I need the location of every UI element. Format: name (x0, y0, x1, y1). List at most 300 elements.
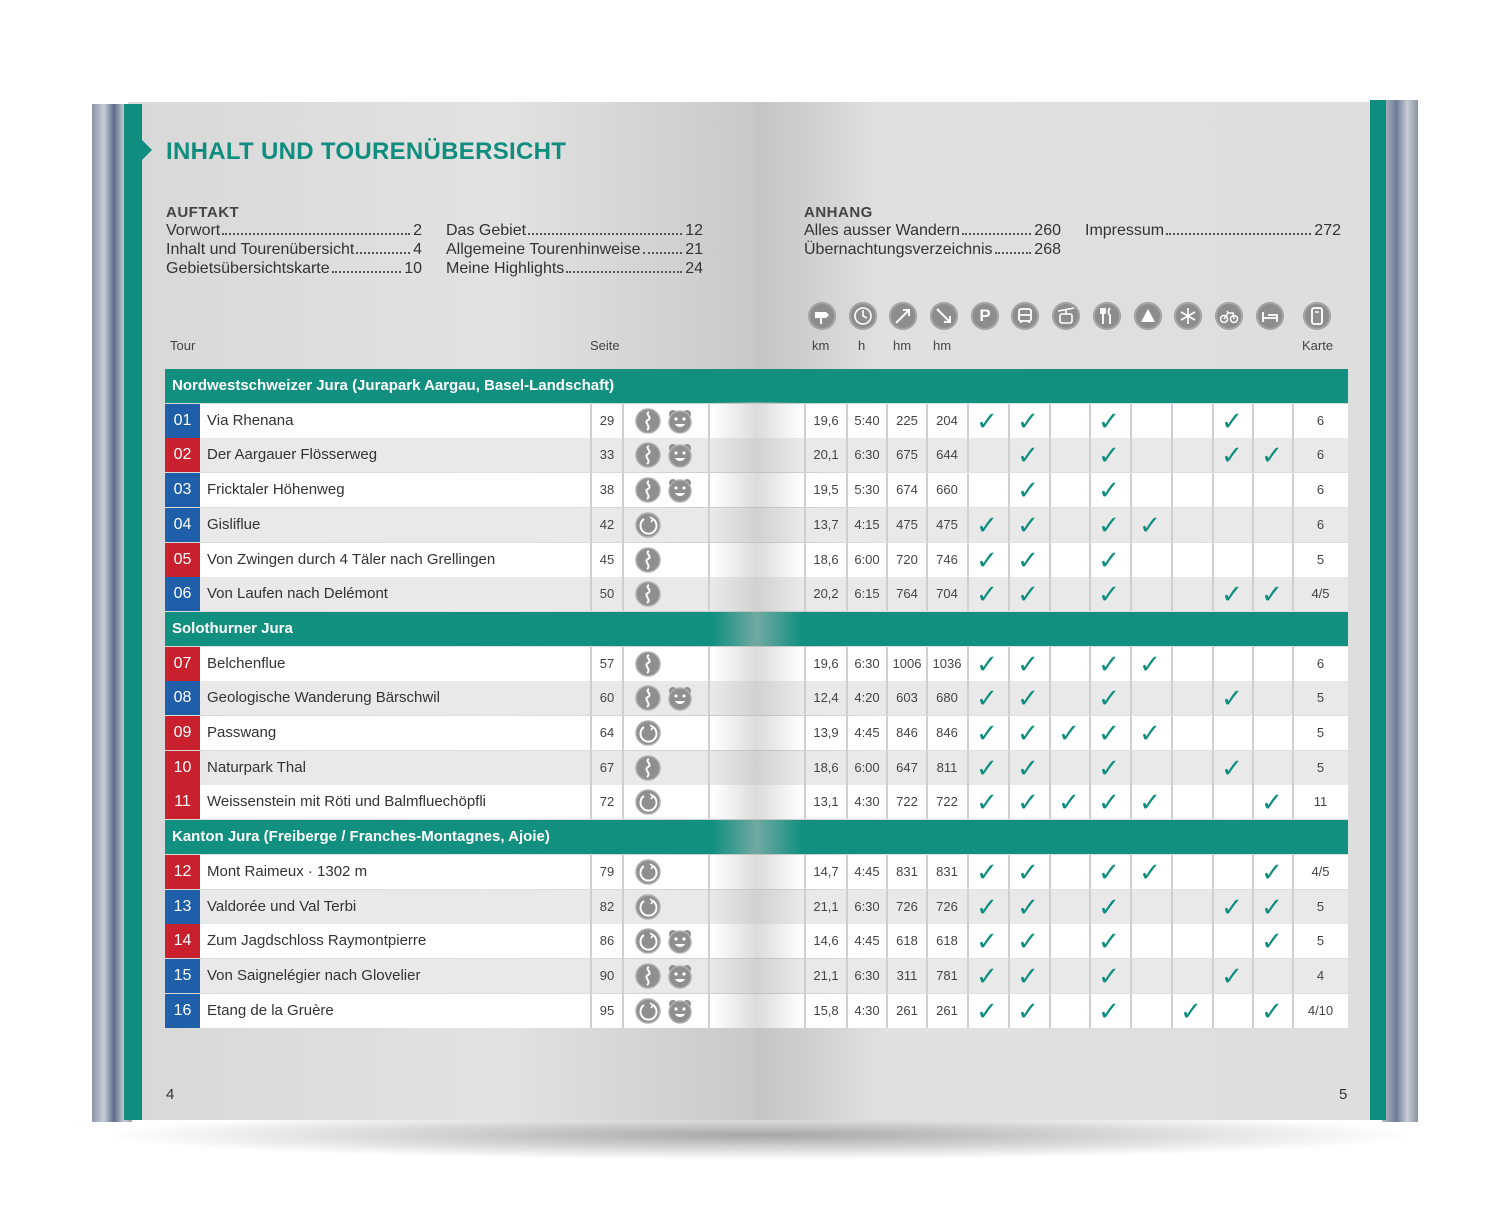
check-icon: ✓ (1139, 856, 1161, 887)
kids-icon (667, 442, 693, 468)
toc-entry[interactable] (446, 260, 703, 278)
tour-descent: 746 (936, 551, 958, 567)
column-divider (622, 751, 624, 785)
tour-map: 4/10 (1307, 1002, 1334, 1018)
column-divider (1171, 924, 1173, 958)
column-divider (1171, 473, 1173, 507)
column-divider (1130, 994, 1132, 1028)
check-icon: ✓ (1098, 509, 1120, 540)
parking-icon: P (971, 302, 999, 330)
toc-entry[interactable] (804, 241, 1061, 259)
toc-entry[interactable] (446, 222, 703, 240)
column-divider (622, 924, 624, 958)
column-divider (1049, 855, 1051, 889)
column-divider (708, 716, 710, 750)
route-icon (635, 963, 661, 989)
tour-km: 13,1 (813, 794, 839, 810)
route-icon (635, 477, 661, 503)
tour-ascent: 475 (896, 516, 918, 532)
route-icon (635, 651, 661, 677)
check-icon: ✓ (976, 544, 998, 575)
check-icon: ✓ (1261, 856, 1283, 887)
loop-route-icon (635, 894, 661, 920)
toc-entry[interactable] (166, 260, 422, 278)
tour-map: 5 (1316, 725, 1325, 740)
column-divider (1130, 543, 1132, 577)
tour-name[interactable]: Von Laufen nach Delémont (207, 585, 388, 603)
column-divider (622, 473, 624, 507)
tour-map: 4/5 (1311, 586, 1330, 602)
tour-name[interactable]: Zum Jagdschloss Raymontpierre (207, 932, 427, 950)
check-icon: ✓ (1017, 579, 1039, 610)
check-icon: ✓ (1221, 752, 1243, 783)
kids-icon (667, 998, 693, 1024)
column-divider (1171, 751, 1173, 785)
book-edge-right (1382, 100, 1418, 1122)
tour-page: 57 (599, 655, 615, 671)
column-divider (622, 647, 624, 681)
tour-map: 5 (1316, 551, 1325, 567)
tour-number: 11 (165, 785, 200, 819)
tour-number: 02 (165, 438, 200, 472)
map-icon (1303, 302, 1331, 330)
column-divider (1130, 890, 1132, 924)
tour-name[interactable]: Etang de la Gruère (207, 1001, 334, 1019)
check-icon: ✓ (1098, 787, 1120, 818)
toc-page: 10 (404, 260, 422, 277)
toc-entry[interactable] (166, 241, 422, 259)
tour-number: 05 (165, 543, 200, 577)
kids-icon (667, 928, 693, 954)
column-divider (1130, 959, 1132, 993)
column-divider (1171, 890, 1173, 924)
tour-page: 38 (599, 482, 615, 498)
tour-km: 15,8 (813, 1002, 839, 1018)
tour-hours: 6:30 (854, 898, 880, 914)
col-km: km (812, 338, 830, 353)
tour-descent: 261 (936, 1002, 958, 1018)
tour-hours: 4:45 (854, 863, 880, 879)
tour-name[interactable]: Fricktaler Höhenweg (207, 481, 345, 499)
tour-map: 5 (1316, 898, 1325, 914)
column-divider (967, 438, 969, 472)
bed-icon (1256, 302, 1284, 330)
tour-map: 6 (1316, 412, 1325, 428)
tour-descent: 781 (936, 967, 958, 983)
hut-icon (1134, 302, 1162, 330)
check-icon: ✓ (1139, 648, 1161, 679)
check-icon: ✓ (976, 995, 998, 1026)
tour-hours: 6:15 (854, 586, 880, 602)
tour-descent: 644 (936, 447, 958, 463)
check-icon: ✓ (1098, 683, 1120, 714)
tour-name[interactable]: Der Aargauer Flösserweg (207, 446, 378, 464)
left-accent-strip (124, 104, 142, 1120)
column-divider (1212, 543, 1214, 577)
tour-km: 19,5 (813, 482, 839, 498)
tour-number: 13 (165, 890, 200, 924)
column-divider (708, 508, 710, 542)
tour-descent: 846 (936, 725, 958, 740)
column-divider (967, 473, 969, 507)
column-divider (622, 994, 624, 1028)
title-arrow-icon (142, 140, 152, 160)
check-icon: ✓ (1098, 475, 1120, 506)
tour-descent: 704 (936, 586, 958, 602)
tour-km: 20,2 (813, 586, 839, 602)
tour-page: 45 (599, 551, 615, 567)
anhang-heading: ANHANG (804, 204, 873, 221)
column-divider (1212, 994, 1214, 1028)
column-divider (622, 577, 624, 611)
column-divider (1171, 508, 1173, 542)
check-icon: ✓ (1221, 405, 1243, 436)
check-icon: ✓ (1017, 509, 1039, 540)
tour-name[interactable]: Geologische Wanderung Bärschwil (207, 689, 440, 707)
check-icon: ✓ (1221, 579, 1243, 610)
toc-label: Meine Highlights (446, 260, 565, 277)
tour-hours: 5:30 (854, 482, 880, 498)
col-hm-down: hm (933, 338, 952, 353)
tour-km: 19,6 (813, 412, 839, 428)
tour-descent: 722 (936, 794, 958, 810)
tour-page: 82 (599, 898, 615, 914)
tour-km: 12,4 (813, 690, 839, 706)
toc-label: Impressum (1085, 222, 1165, 239)
column-divider (708, 924, 710, 958)
toc-dots (566, 260, 682, 273)
tour-ascent: 726 (896, 898, 918, 914)
column-divider (1252, 681, 1254, 715)
loop-route-icon (635, 720, 661, 746)
toc-page: 12 (685, 222, 703, 239)
check-icon: ✓ (1017, 960, 1039, 991)
check-icon: ✓ (1139, 509, 1161, 540)
auftakt-heading: AUFTAKT (166, 204, 240, 221)
tour-page: 95 (599, 1002, 615, 1018)
page-title: INHALT UND TOURENÜBERSICHT (166, 138, 567, 165)
column-divider (1252, 959, 1254, 993)
loop-route-icon (635, 928, 661, 954)
tour-descent: 475 (936, 516, 958, 532)
column-divider (1049, 404, 1051, 438)
toc-label: Inhalt und Tourenübersicht (166, 241, 355, 258)
toc-dots (643, 241, 683, 254)
column-divider (708, 438, 710, 472)
tour-page: 86 (599, 933, 615, 949)
column-divider (1049, 994, 1051, 1028)
tour-name[interactable]: Von Saignelégier nach Glovelier (207, 966, 421, 984)
toc-dots (962, 222, 1031, 235)
tour-page: 29 (599, 412, 615, 428)
route-icon (635, 547, 661, 573)
column-divider (1049, 508, 1051, 542)
column-divider (1130, 751, 1132, 785)
toc-entry[interactable] (446, 241, 703, 259)
toc-dots (356, 241, 410, 254)
column-divider (622, 681, 624, 715)
tour-name[interactable]: Mont Raimeux · 1302 m (207, 862, 368, 880)
check-icon: ✓ (976, 960, 998, 991)
check-icon: ✓ (1017, 752, 1039, 783)
tour-ascent: 261 (896, 1002, 918, 1018)
tour-km: 18,6 (813, 551, 839, 567)
check-icon: ✓ (976, 405, 998, 436)
tour-hours: 4:30 (854, 794, 880, 810)
col-hm-up: hm (893, 338, 912, 353)
check-icon: ✓ (976, 509, 998, 540)
column-divider (622, 508, 624, 542)
tour-page: 67 (599, 759, 615, 775)
tour-hours: 5:40 (854, 412, 880, 428)
col-tour: Tour (170, 338, 196, 353)
check-icon: ✓ (1139, 718, 1161, 748)
column-divider (1212, 473, 1214, 507)
check-icon: ✓ (1261, 891, 1283, 922)
tour-name[interactable]: Gisliflue (207, 515, 261, 533)
column-divider (622, 785, 624, 819)
tour-ascent: 720 (896, 551, 918, 567)
tour-number: 03 (165, 473, 200, 507)
loop-route-icon (635, 512, 661, 538)
tour-hours: 6:30 (854, 967, 880, 983)
toc-label: Alles ausser Wandern (804, 222, 960, 239)
column-divider (1049, 924, 1051, 958)
tour-number: 06 (165, 577, 200, 611)
tour-name[interactable]: Belchenflue (207, 654, 286, 672)
column-divider (1130, 404, 1132, 438)
tour-km: 18,6 (813, 759, 839, 775)
check-icon: ✓ (1098, 856, 1120, 887)
tour-number: 10 (165, 751, 200, 785)
column-divider (1171, 716, 1173, 750)
page-number-left: 4 (166, 1086, 175, 1103)
kids-icon (667, 477, 693, 503)
col-karte: Karte (1302, 338, 1334, 353)
column-divider (1252, 404, 1254, 438)
tour-km: 14,6 (813, 933, 839, 949)
column-divider (1252, 473, 1254, 507)
check-icon: ✓ (1221, 960, 1243, 991)
tour-hours: 4:45 (854, 933, 880, 949)
column-divider (1212, 508, 1214, 542)
toc-label: Vorwort (166, 222, 221, 239)
kids-icon (667, 408, 693, 434)
tour-number: 01 (165, 404, 200, 438)
check-icon: ✓ (976, 856, 998, 887)
column-divider (622, 543, 624, 577)
tour-ascent: 1006 (892, 655, 922, 671)
column-divider (1212, 924, 1214, 958)
column-divider (1252, 647, 1254, 681)
tour-km: 13,9 (813, 725, 839, 740)
column-divider (708, 890, 710, 924)
column-divider (1049, 577, 1051, 611)
signpost-icon (808, 302, 836, 330)
check-icon: ✓ (1017, 891, 1039, 922)
book-gutter-shade (712, 402, 802, 1028)
tour-name[interactable]: Passwang (207, 724, 277, 741)
column-divider (1049, 751, 1051, 785)
check-icon: ✓ (976, 891, 998, 922)
page-number-right: 5 (1339, 1086, 1348, 1103)
toc-dots (528, 222, 682, 235)
tour-map: 6 (1316, 482, 1325, 498)
tour-number: 04 (165, 508, 200, 542)
column-divider (1130, 438, 1132, 472)
column-divider (1130, 473, 1132, 507)
column-divider (708, 404, 710, 438)
check-icon: ✓ (976, 579, 998, 610)
check-icon: ✓ (1098, 405, 1120, 436)
toc-page: 268 (1034, 241, 1061, 258)
column-divider (1049, 890, 1051, 924)
check-icon: ✓ (1261, 787, 1283, 818)
tour-hours: 6:30 (854, 447, 880, 463)
toc-page: 21 (685, 241, 703, 258)
column-divider (1212, 716, 1214, 750)
check-icon: ✓ (1017, 405, 1039, 436)
kids-icon (667, 963, 693, 989)
check-icon: ✓ (1017, 440, 1039, 471)
check-icon: ✓ (1139, 787, 1161, 818)
toc-entry[interactable] (166, 222, 422, 240)
check-icon: ✓ (976, 926, 998, 957)
column-divider (1252, 543, 1254, 577)
toc-dots (222, 222, 410, 235)
tour-page: 42 (599, 516, 615, 532)
tour-ascent: 722 (896, 794, 918, 810)
tour-page: 90 (599, 967, 615, 983)
tour-descent: 204 (936, 412, 958, 428)
bus-icon (1011, 302, 1039, 330)
tour-page: 50 (599, 586, 615, 602)
loop-route-icon (635, 859, 661, 885)
tour-ascent: 225 (896, 412, 918, 428)
toc-page: 4 (413, 241, 422, 258)
tour-number: 15 (165, 959, 200, 993)
column-divider (708, 855, 710, 889)
check-icon: ✓ (1017, 648, 1039, 679)
tour-hours: 4:30 (854, 1002, 880, 1018)
tour-number: 08 (165, 681, 200, 715)
toc-entry[interactable] (804, 222, 1061, 240)
tour-name[interactable]: Weissenstein mit Röti und Balmfluechöpfli (207, 793, 487, 811)
tour-ascent: 647 (896, 759, 918, 775)
column-divider (708, 473, 710, 507)
toc-page: 272 (1314, 222, 1341, 239)
tour-hours: 4:45 (854, 725, 880, 740)
tour-number: 14 (165, 924, 200, 958)
tour-map: 6 (1316, 447, 1325, 463)
toc-label: Das Gebiet (446, 222, 527, 239)
tour-km: 20,1 (813, 447, 839, 463)
check-icon: ✓ (1180, 995, 1202, 1026)
tour-name[interactable]: Von Zwingen durch 4 Täler nach Grellingen (207, 550, 496, 568)
check-icon: ✓ (1017, 856, 1039, 887)
check-icon: ✓ (1017, 926, 1039, 957)
check-icon: ✓ (976, 752, 998, 783)
column-divider (622, 438, 624, 472)
check-icon: ✓ (976, 648, 998, 679)
check-icon: ✓ (1098, 544, 1120, 575)
loop-route-icon (635, 998, 661, 1024)
toc-dots (1166, 222, 1311, 235)
tour-ascent: 311 (896, 967, 918, 983)
column-divider (1049, 681, 1051, 715)
tour-number: 16 (165, 994, 200, 1028)
column-divider (708, 681, 710, 715)
column-divider (622, 855, 624, 889)
tour-map: 6 (1316, 655, 1325, 671)
column-divider (1049, 959, 1051, 993)
right-accent-strip (1370, 100, 1386, 1120)
tour-map: 5 (1316, 933, 1325, 949)
tour-descent: 1036 (932, 655, 962, 671)
tour-hours: 6:30 (854, 655, 880, 671)
tour-name[interactable]: Naturpark Thal (207, 758, 306, 776)
toc-label: Allgemeine Tourenhinweise (446, 241, 641, 258)
tour-hours: 4:20 (854, 690, 880, 706)
check-icon: ✓ (1098, 579, 1120, 610)
tour-ascent: 603 (896, 690, 918, 706)
column-divider (708, 959, 710, 993)
tour-hours: 4:15 (854, 516, 880, 532)
check-icon: ✓ (1017, 995, 1039, 1026)
tour-page: 60 (599, 690, 615, 706)
tour-page: 33 (599, 447, 615, 463)
column-divider (1171, 404, 1173, 438)
toc-dots (332, 260, 402, 273)
tour-page: 64 (599, 725, 615, 740)
check-icon: ✓ (1221, 440, 1243, 471)
check-icon: ✓ (1098, 648, 1120, 679)
restaurant-icon (1093, 302, 1121, 330)
column-divider (1171, 785, 1173, 819)
check-icon: ✓ (1017, 683, 1039, 714)
tour-map: 4 (1316, 967, 1325, 983)
route-icon (635, 442, 661, 468)
tour-map: 5 (1316, 690, 1325, 706)
descent-icon (930, 302, 958, 330)
bike-icon (1215, 302, 1243, 330)
check-icon: ✓ (1017, 544, 1039, 575)
check-icon: ✓ (1098, 718, 1120, 748)
tour-name[interactable]: Valdorée und Val Terbi (207, 897, 357, 915)
tour-ascent: 675 (896, 447, 918, 463)
tour-map: 4/5 (1311, 863, 1330, 879)
toc-entry[interactable] (1085, 222, 1341, 240)
column-divider (1049, 473, 1051, 507)
check-icon: ✓ (1261, 440, 1283, 471)
column-divider (1171, 543, 1173, 577)
column-divider (1171, 577, 1173, 611)
check-icon: ✓ (1098, 440, 1120, 471)
check-icon: ✓ (1098, 960, 1120, 991)
toc-dots (995, 241, 1032, 254)
column-divider (1130, 681, 1132, 715)
tour-km: 19,6 (813, 655, 839, 671)
check-icon: ✓ (976, 718, 998, 748)
column-divider (1212, 855, 1214, 889)
tour-name[interactable]: Via Rhenana (207, 411, 294, 429)
tour-hours: 6:00 (854, 551, 880, 567)
tour-map: 5 (1316, 759, 1325, 775)
tour-page: 72 (599, 794, 615, 810)
tour-ascent: 764 (896, 586, 918, 602)
column-divider (1130, 924, 1132, 958)
column-divider (708, 751, 710, 785)
